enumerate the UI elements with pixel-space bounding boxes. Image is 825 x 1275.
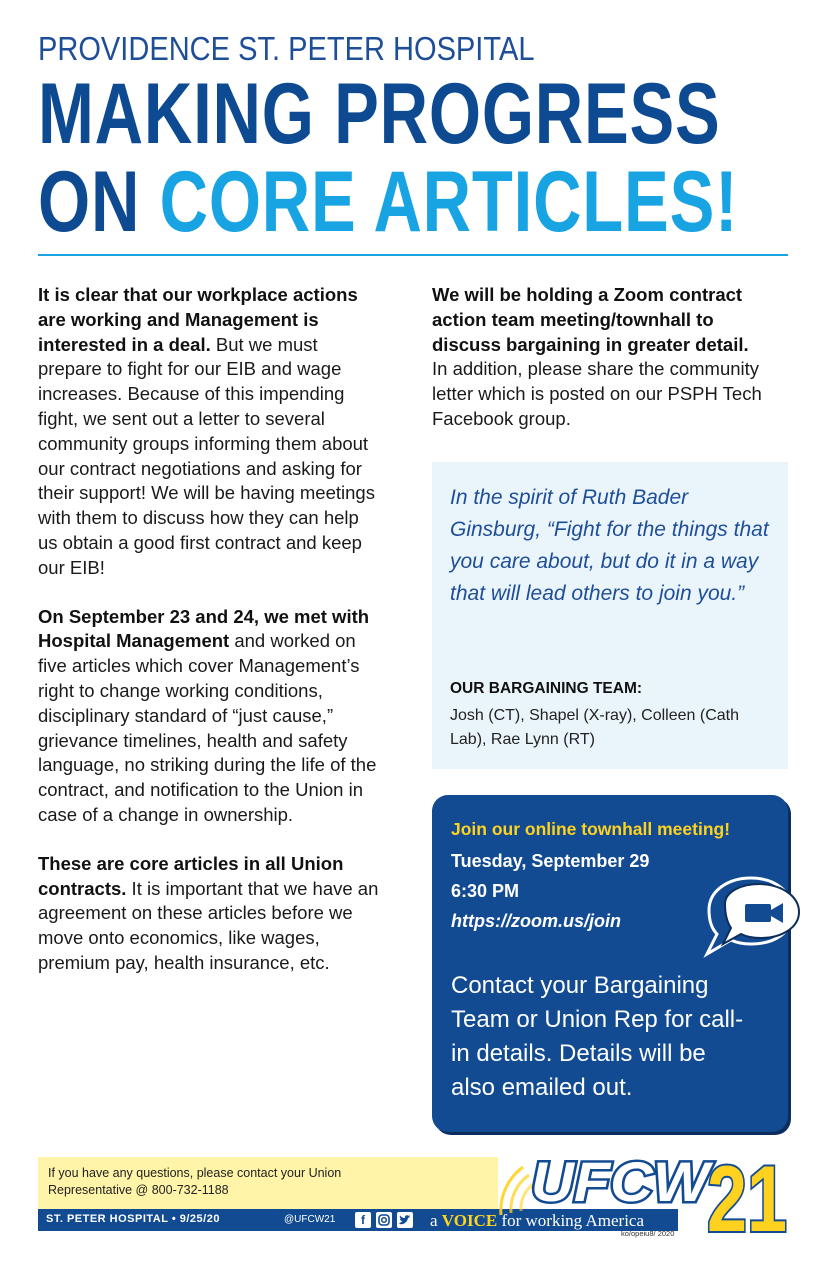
- headline-line-2: [38, 154, 739, 250]
- page-header: [38, 30, 788, 250]
- paragraph-zoom-meeting: [432, 283, 762, 432]
- footer: [38, 1146, 788, 1251]
- social-handle: @UFCW21: [284, 1214, 336, 1225]
- ufcw21-logo: [493, 1146, 788, 1251]
- paragraph-body: It is important that we have an agreement on these articles before we move onto economics, like wages, premium pay, health insurance, etc.: [38, 877, 379, 973]
- paragraph-lead: It is clear that our workplace actions are working and Management is interested in a deal.: [38, 284, 358, 355]
- tagline-suffix: for working America: [497, 1211, 645, 1230]
- hospital-name: PROVIDENCE ST. PETER HOSPITAL: [38, 30, 535, 67]
- zoom-link[interactable]: https://zoom.us/join: [451, 911, 621, 931]
- paragraph-body: But we must prepare to fight for our EIB and wage increases. Because of this impending fight, we sent out a letter to several community groups informing them about our contract negotiations and asking for their support! We will be having meetings with them to discuss how they can help us obtain a good first contract and keep our EIB!: [38, 333, 375, 578]
- headline-prefix: ON: [38, 154, 141, 250]
- headline-accent: CORE ARTICLES!: [159, 154, 739, 250]
- paragraph-lead: On September 23 and 24, we met with Hospital Management: [38, 605, 370, 652]
- event-title: Join our online townhall meeting!: [451, 819, 731, 839]
- paragraph-body: and worked on five articles which cover Management’s right to change working conditions, disciplinary standard of “just cause,” grievance timelines, health and safety language, no striking during the life of the contract, and notification to the Union in case of a change in ownership.: [38, 630, 377, 825]
- rbg-quote: In the spirit of Ruth Bader Ginsburg, “Fight for the things that you care about, but do it in a way that will lead others to join you.”: [450, 486, 769, 605]
- paragraph-workplace-actions: [38, 283, 383, 581]
- print-credit: ko/opeiu8/ 2020: [621, 1229, 675, 1238]
- footer-contact-panel: [38, 1157, 498, 1209]
- paragraph-september-meeting: [38, 605, 383, 828]
- paragraph-core-articles: [38, 852, 383, 976]
- event-date: Tuesday, September 29: [451, 851, 650, 871]
- quote-box: [432, 462, 788, 769]
- facebook-icon[interactable]: f: [355, 1212, 371, 1228]
- bargaining-team-names: Josh (CT), Shapel (X-ray), Colleen (Cath Lab), Rae Lynn (RT): [450, 707, 739, 748]
- logo-ufcw: UFCW: [531, 1150, 714, 1213]
- broadcast-waves-icon: [501, 1167, 535, 1215]
- union-rep-contact: If you have any questions, please contact your Union Representative @ 800-732-1188: [48, 1166, 342, 1197]
- contact-details-text: Contact your Bargaining Team or Union Rep for call-in details. Details will be also emailed out.: [451, 972, 744, 1101]
- tagline-voice: VOICE: [441, 1211, 498, 1230]
- paragraph-body: In addition, please share the community letter which is posted on our PSPH Tech Facebook group.: [432, 358, 762, 429]
- hospital-date-label: ST. PETER HOSPITAL • 9/25/20: [46, 1213, 220, 1225]
- instagram-icon[interactable]: [376, 1212, 392, 1228]
- header-divider: [38, 254, 788, 256]
- video-chat-icon: [695, 870, 805, 960]
- event-time: 6:30 PM: [451, 881, 520, 901]
- logo-number: 21: [707, 1146, 787, 1251]
- paragraph-lead: We will be holding a Zoom contract action team meeting/townhall to discuss bargaining in greater detail.: [432, 284, 749, 355]
- twitter-icon[interactable]: [397, 1212, 413, 1228]
- left-column: [38, 283, 383, 1000]
- right-column: [432, 283, 762, 456]
- headline-line-1: MAKING PROGRESS: [38, 66, 721, 162]
- townhall-event-box: [432, 795, 788, 1132]
- paragraph-lead: These are core articles in all Union contracts.: [38, 852, 344, 899]
- bargaining-team-heading: OUR BARGAINING TEAM:: [450, 680, 643, 697]
- tagline-prefix: a: [430, 1211, 442, 1230]
